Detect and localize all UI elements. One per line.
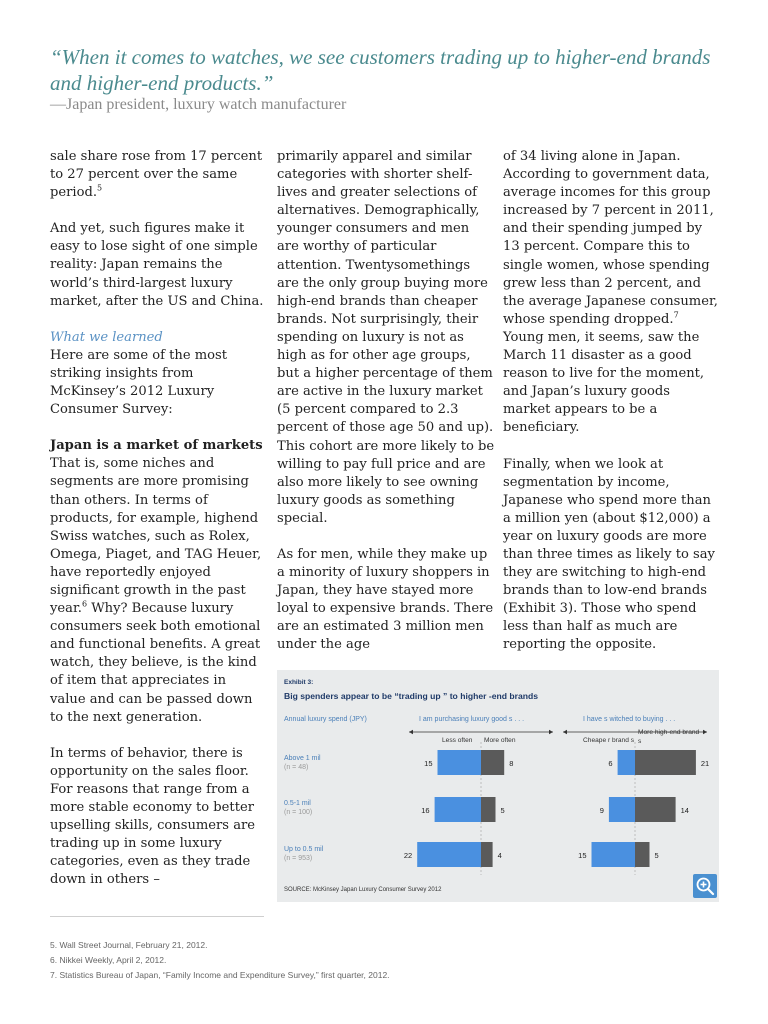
paragraph: sale share rose from 17 percent to 27 percent over the same period.$^5$ bbox=[50, 149, 263, 201]
bar-more-often bbox=[481, 750, 504, 775]
column-1 bbox=[50, 148, 264, 889]
footnote: 6. Nikkei Weekly, April 2, 2012. bbox=[50, 955, 167, 965]
row-label: 0.5-1 mil (n = 100) bbox=[284, 800, 313, 816]
paragraph: And yet, such figures make it easy to lose sight of one simple reality: Japan remains the world’s third-largest luxury market, after the US and China. bbox=[50, 221, 264, 309]
column-3 bbox=[503, 148, 721, 655]
legend-arrow-head bbox=[549, 730, 553, 734]
footnote: 7. Statistics Bureau of Japan, “Family Income and Expenditure Survey,” first quarter, 2012. bbox=[50, 970, 390, 980]
exhibit-title: Big spenders appear to be “trading up ” to higher -end brands bbox=[284, 691, 539, 701]
bar-less-often bbox=[435, 797, 481, 822]
row-label: Up to 0.5 mil (n = 953) bbox=[284, 846, 324, 862]
column-header-purchasing: I am purchasing luxury good s . . . bbox=[419, 716, 525, 723]
bar-cheaper-brands bbox=[592, 842, 636, 867]
footnote-ref[interactable]: 6 bbox=[81, 599, 88, 609]
data-label: 6 bbox=[608, 759, 613, 768]
pull-quote: “When it comes to watches, we see customers trading up to higher-end brands and higher-end products.” bbox=[50, 45, 711, 95]
column-2 bbox=[277, 148, 495, 655]
zoom-in-icon bbox=[693, 874, 717, 898]
exhibit-label: Exhibit 3: bbox=[284, 679, 314, 686]
data-label: 5 bbox=[654, 851, 659, 860]
exhibit-3 bbox=[277, 670, 719, 902]
paragraph: Finally, when we look at segmentation by income, Japanese who spend more than a million yen (about $12,000) a year on luxury goods are more than three times as likely to say they are switching to high-end brands than to low-end brands (Exhibit 3). Those who spend less than half as much are reporting the opposite. bbox=[503, 456, 715, 653]
data-label: 22 bbox=[403, 851, 413, 860]
data-label: 15 bbox=[424, 759, 433, 768]
exhibit-source: SOURCE: McKinsey Japan Luxury Consumer Survey 2012 bbox=[284, 887, 442, 893]
legend-more-often: More often bbox=[484, 737, 516, 744]
bar-cheaper-brands bbox=[609, 797, 635, 822]
bar-cheaper-brands bbox=[618, 750, 635, 775]
legend-cheaper-brands: Cheape r brand s bbox=[583, 737, 634, 744]
section-heading: What we learned bbox=[50, 329, 163, 345]
data-label: 15 bbox=[578, 851, 587, 860]
exhibit-chart bbox=[277, 670, 719, 902]
bar-higher-end-brands bbox=[635, 797, 676, 822]
divider bbox=[50, 916, 264, 917]
bar-more-often bbox=[481, 797, 496, 822]
paragraph: Here are some of the most striking insights from McKinsey’s 2012 Luxury Consumer Survey: bbox=[50, 347, 228, 418]
column-header-switched: I have s witched to buying . . . bbox=[583, 716, 676, 723]
column-header-spend: Annual luxury spend (JPY) bbox=[284, 716, 367, 723]
data-label: 5 bbox=[500, 806, 505, 815]
data-label: 21 bbox=[700, 759, 710, 768]
data-label: 4 bbox=[497, 851, 502, 860]
paragraph: of 34 living alone in Japan. According to government data, average incomes for this group increased by 7 percent in 2011, and their spending jumped by 13 percent. Compare this to single women, whose spending grew less than 2 percent, and the average Japanese consumer, whose spending dropped.$^7$ Young men, it seems, saw the March 11 disaster as a good reason to live for the moment, and Japan’s luxury goods market appears to be a beneficiary. bbox=[503, 149, 718, 436]
data-label: 9 bbox=[599, 806, 604, 815]
legend-higher-end-brands: More high-end brand s bbox=[638, 729, 700, 745]
bar-higher-end-brands bbox=[635, 750, 696, 775]
paragraph: As for men, while they make up a minority of luxury shoppers in Japan, they have stayed more loyal to expensive brands. There are an estimated 3 million men under the age bbox=[277, 546, 494, 653]
bar-more-often bbox=[481, 842, 493, 867]
footnotes bbox=[50, 938, 650, 983]
subsection-heading: Japan is a market of markets bbox=[50, 438, 263, 454]
row-label: Above 1 mil (n = 48) bbox=[284, 755, 321, 771]
footnote-ref[interactable]: 7 bbox=[673, 310, 679, 320]
zoom-button[interactable] bbox=[693, 874, 717, 898]
legend-less-often: Less often bbox=[442, 737, 473, 744]
bar-less-often bbox=[417, 842, 481, 867]
footnote: 5. Wall Street Journal, February 21, 2012. bbox=[50, 940, 208, 950]
quote-attribution: —Japan president, luxury watch manufacturer bbox=[50, 96, 347, 113]
data-label: 16 bbox=[421, 806, 430, 815]
bar-higher-end-brands bbox=[635, 842, 650, 867]
footnote-ref[interactable]: 5 bbox=[97, 183, 103, 193]
legend-arrow-head bbox=[703, 730, 707, 734]
paragraph: primarily apparel and similar categories with shorter shelf-lives and greater selections of alternatives. Demographically, younger consumers and men are worthy of particular attention. Twentysomethings are the only group buying more high-end brands than cheaper brands. Not surprisingly, their spending on luxury is not as high as for other age groups, but a higher percentage of them are active in the luxury market (5 percent compared to 2.3 percent of those age 50 and up). This cohort are more likely to be willing to pay full price and are also more likely to see owning luxury goods as something special. bbox=[277, 149, 495, 526]
paragraph: In terms of behavior, there is opportunity on the sales floor. For reasons that range from a more stable economy to better upselling skills, consumers are trading up in some luxury categories, even as they trade down in others – bbox=[50, 745, 256, 888]
legend-arrow-head bbox=[409, 730, 413, 734]
legend-arrow-head bbox=[563, 730, 567, 734]
data-label: 14 bbox=[680, 806, 689, 815]
data-label: 8 bbox=[509, 759, 514, 768]
bar-less-often bbox=[438, 750, 482, 775]
paragraph: That is, some niches and segments are more promising than others. In terms of products, for example, highend Swiss watches, such as Rolex, Omega, Piaget, and TAG Heuer, have reportedly enjoyed significant growth in the past year.$^6$ Why? Because luxury consumers seek both emotional and functional benefits. A great watch, they believe, is the kind of item that appreciates in value and can be passed down to the next generation. bbox=[50, 456, 262, 725]
